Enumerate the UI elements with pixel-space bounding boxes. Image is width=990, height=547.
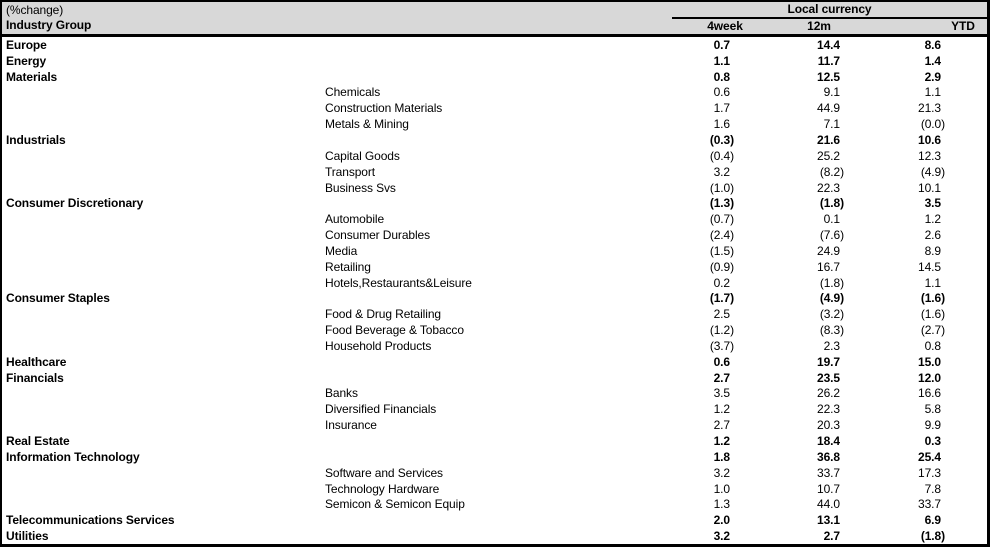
value-cell-4week: 1.7 (713, 101, 730, 116)
subindustry-label: Insurance (325, 418, 377, 433)
value-cell-4week: 1.2 (713, 434, 730, 449)
industry-group-label: Europe (6, 37, 47, 52)
value-cell-4week: 1.0 (713, 481, 730, 496)
value-cell-ytd: (2.7) (920, 323, 945, 338)
value-cell-12m: (3.2) (819, 307, 844, 322)
value-cell-4week: 2.7 (713, 370, 730, 385)
industry-group-label: Real Estate (6, 434, 70, 449)
value-cell-ytd: 1.1 (924, 275, 941, 290)
subindustry-label: Automobile (325, 212, 385, 227)
value-cell-4week: (0.7) (709, 212, 734, 227)
value-cell-4week: 0.6 (713, 354, 730, 369)
table-header (2, 2, 987, 37)
value-cell-12m: 11.7 (817, 53, 840, 68)
column-header-4week: 4week (707, 19, 743, 33)
value-cell-12m: (1.8) (819, 196, 844, 211)
subindustry-label: Banks (325, 386, 358, 401)
value-cell-12m: 33.7 (817, 465, 840, 480)
table-row (2, 132, 987, 148)
value-cell-ytd: 1.4 (924, 53, 941, 68)
table-row (2, 481, 987, 497)
value-cell-ytd: 2.9 (924, 69, 941, 84)
value-cell-12m: 14.4 (817, 37, 840, 52)
subindustry-label: Retailing (325, 259, 371, 274)
subindustry-label: Technology Hardware (325, 481, 440, 496)
table-row (2, 401, 987, 417)
value-cell-ytd: 25.4 (918, 449, 941, 464)
value-cell-4week: (1.3) (709, 196, 734, 211)
value-cell-4week: 3.2 (713, 465, 730, 480)
value-cell-ytd: 8.9 (924, 243, 941, 258)
value-cell-12m: 12.5 (817, 69, 840, 84)
industry-group-label: Information Technology (6, 449, 140, 464)
table-body (2, 37, 987, 544)
value-cell-12m: (4.9) (819, 291, 844, 306)
value-cell-12m: 21.6 (817, 132, 840, 147)
table-row (2, 180, 987, 196)
subindustry-label: Software and Services (325, 465, 443, 480)
industry-group-label: Financials (6, 370, 64, 385)
industry-group-column-header: Industry Group (6, 18, 92, 32)
value-cell-12m: 22.3 (817, 180, 840, 195)
value-cell-ytd: 1.1 (924, 85, 941, 100)
value-cell-ytd: 9.9 (924, 418, 941, 433)
value-cell-ytd: 16.6 (918, 386, 941, 401)
industry-group-label: Industrials (6, 132, 66, 147)
value-cell-ytd: 12.3 (918, 148, 941, 163)
value-cell-4week: 1.6 (713, 117, 730, 132)
value-cell-4week: 1.3 (713, 497, 730, 512)
value-cell-ytd: 10.1 (918, 180, 941, 195)
industry-group-label: Consumer Discretionary (6, 196, 144, 211)
local-currency-label: Local currency (787, 2, 872, 16)
value-cell-4week: 3.2 (713, 529, 730, 544)
subindustry-label: Diversified Financials (325, 402, 437, 417)
value-cell-4week: 2.0 (713, 513, 730, 528)
subindustry-label: Construction Materials (325, 101, 443, 116)
column-header-ytd: YTD (951, 19, 975, 33)
value-cell-ytd: (1.6) (920, 291, 945, 306)
subindustry-label: Capital Goods (325, 148, 400, 163)
subindustry-label: Semicon & Semicon Equip (325, 497, 465, 512)
value-cell-ytd: 3.5 (924, 196, 941, 211)
value-cell-12m: 22.3 (817, 402, 840, 417)
value-cell-4week: (3.7) (709, 338, 734, 353)
value-cell-12m: 19.7 (817, 354, 840, 369)
value-cell-4week: (0.9) (709, 259, 734, 274)
local-currency-group-header (672, 2, 987, 19)
table-row (2, 338, 987, 354)
table-row (2, 528, 987, 544)
subindustry-label: Food & Drug Retailing (325, 307, 441, 322)
value-cell-ytd: 33.7 (918, 497, 941, 512)
table-row (2, 227, 987, 243)
table-row (2, 164, 987, 180)
table-row (2, 370, 987, 386)
table-row (2, 259, 987, 275)
subindustry-label: Media (325, 243, 358, 258)
table-row (2, 465, 987, 481)
subindustry-label: Chemicals (325, 85, 381, 100)
value-cell-12m: 2.7 (823, 529, 840, 544)
value-cell-12m: 16.7 (817, 259, 840, 274)
value-cell-4week: 0.2 (713, 275, 730, 290)
value-cell-4week: 1.1 (713, 53, 730, 68)
table-row (2, 386, 987, 402)
industry-group-label: Consumer Staples (6, 291, 110, 306)
value-cell-4week: (0.3) (709, 132, 734, 147)
value-cell-4week: (1.5) (709, 243, 734, 258)
value-cell-ytd: (4.9) (920, 164, 945, 179)
subindustry-label: Metals & Mining (325, 117, 409, 132)
table-row (2, 211, 987, 227)
value-cell-12m: (7.6) (819, 228, 844, 243)
percent-change-label: (%change) (6, 3, 64, 17)
value-cell-ytd: 2.6 (924, 228, 941, 243)
table-row (2, 116, 987, 132)
value-cell-12m: (8.2) (819, 164, 844, 179)
subindustry-label: Food Beverage & Tobacco (325, 323, 464, 338)
subindustry-label: Hotels,Restaurants&Leisure (325, 275, 472, 290)
table-row (2, 195, 987, 211)
column-header-12m: 12m (807, 19, 831, 33)
value-cell-4week: 1.8 (713, 449, 730, 464)
value-cell-ytd: 10.6 (918, 132, 941, 147)
value-cell-12m: 7.1 (823, 117, 840, 132)
value-cell-ytd: 6.9 (924, 513, 941, 528)
value-cell-12m: 25.2 (817, 148, 840, 163)
value-cell-12m: (8.3) (819, 323, 844, 338)
value-cell-12m: 2.3 (823, 338, 840, 353)
value-cell-4week: (0.4) (709, 148, 734, 163)
value-cell-4week: 3.2 (713, 164, 730, 179)
value-cell-4week: 3.5 (713, 386, 730, 401)
value-cell-12m: (1.8) (819, 275, 844, 290)
value-cell-4week: (1.7) (709, 291, 734, 306)
industry-group-label: Utilities (6, 529, 49, 544)
value-cell-12m: 44.9 (817, 101, 840, 116)
value-cell-ytd: 21.3 (918, 101, 941, 116)
value-cell-4week: 2.7 (713, 418, 730, 433)
value-cell-ytd: 17.3 (918, 465, 941, 480)
subindustry-label: Consumer Durables (325, 228, 431, 243)
table-row (2, 275, 987, 291)
value-cell-ytd: 15.0 (918, 354, 941, 369)
value-cell-4week: (1.2) (709, 323, 734, 338)
value-cell-12m: 36.8 (817, 449, 840, 464)
subindustry-label: Transport (325, 164, 376, 179)
value-cell-12m: 18.4 (817, 434, 840, 449)
value-cell-ytd: 14.5 (918, 259, 941, 274)
value-cell-12m: 26.2 (817, 386, 840, 401)
table-row (2, 417, 987, 433)
value-cell-4week: 0.6 (713, 85, 730, 100)
value-cell-4week: 1.2 (713, 402, 730, 417)
value-cell-4week: (1.0) (709, 180, 734, 195)
table-row (2, 306, 987, 322)
value-cell-4week: (2.4) (709, 228, 734, 243)
table-row (2, 100, 987, 116)
table-row (2, 322, 987, 338)
table-row (2, 85, 987, 101)
value-cell-12m: 44.0 (817, 497, 840, 512)
subindustry-label: Business Svs (325, 180, 396, 195)
table-row (2, 449, 987, 465)
value-cell-12m: 24.9 (817, 243, 840, 258)
value-cell-ytd: (1.8) (920, 529, 945, 544)
value-cell-4week: 0.8 (713, 69, 730, 84)
value-cell-12m: 10.7 (817, 481, 840, 496)
value-cell-4week: 2.5 (713, 307, 730, 322)
subindustry-label: Household Products (325, 338, 432, 353)
industry-group-label: Healthcare (6, 354, 67, 369)
value-cell-ytd: 0.8 (924, 338, 941, 353)
value-cell-ytd: 0.3 (924, 434, 941, 449)
table-row (2, 291, 987, 307)
table-row (2, 496, 987, 512)
value-cell-12m: 9.1 (823, 85, 840, 100)
value-cell-ytd: (0.0) (920, 117, 945, 132)
table-row (2, 69, 987, 85)
value-cell-ytd: 8.6 (924, 37, 941, 52)
table-row (2, 243, 987, 259)
value-cell-12m: 0.1 (823, 212, 840, 227)
industry-group-label: Energy (6, 53, 47, 68)
value-cell-4week: 0.7 (713, 37, 730, 52)
table-row (2, 148, 987, 164)
value-cell-ytd: 7.8 (924, 481, 941, 496)
industry-group-label: Telecommunications Services (6, 513, 175, 528)
value-cell-ytd: (1.6) (920, 307, 945, 322)
value-cell-12m: 20.3 (817, 418, 840, 433)
industry-group-label: Materials (6, 69, 58, 84)
table-row (2, 354, 987, 370)
table-row (2, 53, 987, 69)
table-row (2, 512, 987, 528)
value-cell-ytd: 1.2 (924, 212, 941, 227)
table-row (2, 433, 987, 449)
value-cell-12m: 13.1 (817, 513, 840, 528)
table-row (2, 37, 987, 53)
value-cell-ytd: 5.8 (924, 402, 941, 417)
value-cell-ytd: 12.0 (918, 370, 941, 385)
value-cell-12m: 23.5 (817, 370, 840, 385)
